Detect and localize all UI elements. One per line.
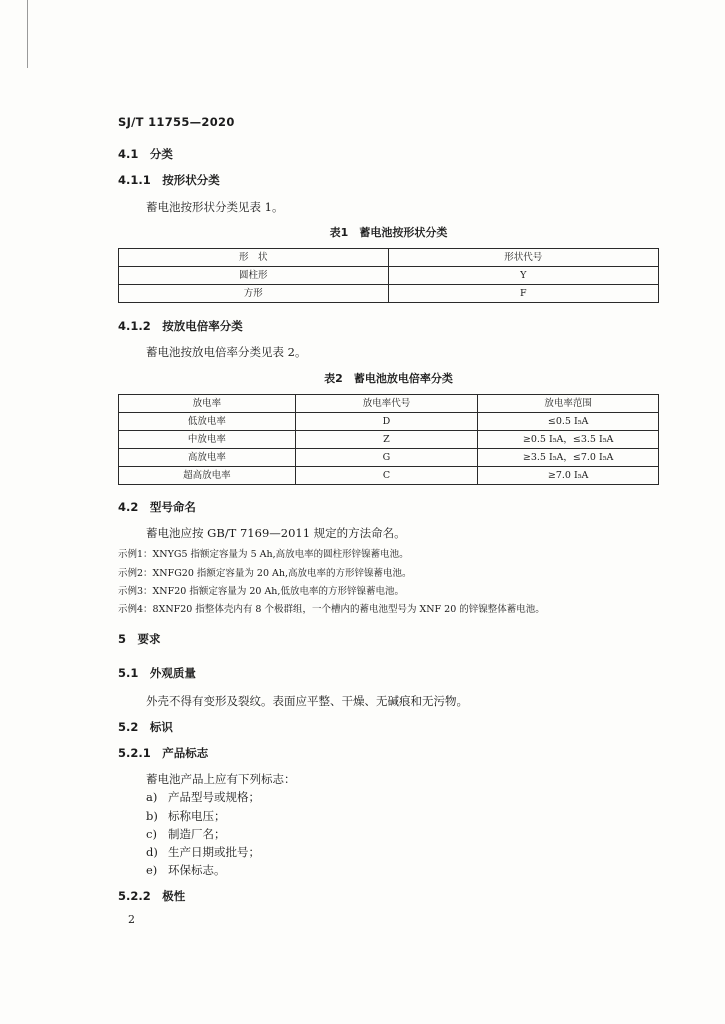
table-cell: Y [388, 267, 659, 285]
list-item [146, 844, 260, 860]
table-2-caption: 表2 蓄电池放电倍率分类 [324, 372, 453, 385]
section-5-2-1-heading: 5.2.1 产品标志 [118, 746, 209, 760]
list-index: d) [146, 845, 158, 859]
table-cell: ≥3.5 I₅A，≤7.0 I₅A [478, 449, 659, 467]
naming-paragraph: 蓄电池应按 GB/T 7169—2011 规定的方法命名。 [146, 526, 406, 540]
list-item [146, 826, 226, 842]
example-1: 示例1：XNYG5 指额定容量为 5 Ah,高放电率的圆柱形锌镍蓄电池。 [118, 549, 409, 560]
table-cell: D [295, 413, 478, 431]
standard-number-header: SJ/T 11755—2020 [118, 115, 235, 129]
table-header-cell: 放电率范围 [478, 395, 659, 413]
table-cell: 低放电率 [119, 413, 296, 431]
table-cell: C [295, 467, 478, 485]
page-number: 2 [128, 913, 135, 926]
section-5-1-heading: 5.1 外观质量 [118, 666, 196, 680]
table-cell: Z [295, 431, 478, 449]
marks-paragraph: 蓄电池产品上应有下列标志： [146, 772, 296, 786]
list-index: e) [146, 863, 158, 877]
list-text: 制造厂名； [168, 827, 226, 841]
list-item [146, 789, 260, 805]
table-header-cell: 形状代号 [388, 249, 659, 267]
shape-paragraph: 蓄电池按形状分类见表 1。 [146, 200, 284, 214]
table-cell: ≤0.5 I₅A [478, 413, 659, 431]
section-4-2-heading: 4.2 型号命名 [118, 500, 196, 514]
table-cell: F [388, 285, 659, 303]
table-row [119, 467, 659, 485]
table-cell: 中放电率 [119, 431, 296, 449]
list-item [146, 808, 226, 824]
table-1-caption: 表1 蓄电池按形状分类 [329, 226, 448, 239]
table-cell: 高放电率 [119, 449, 296, 467]
table-row [119, 285, 659, 303]
table-cell: ≥7.0 I₅A [478, 467, 659, 485]
table-row [119, 413, 659, 431]
table-header-cell: 形 状 [119, 249, 389, 267]
table-2 [118, 394, 659, 485]
example-3: 示例3：XNF20 指额定容量为 20 Ah,低放电率的方形锌镍蓄电池。 [118, 586, 404, 597]
section-4-1-heading: 4.1 分类 [118, 147, 173, 161]
table-1 [118, 248, 659, 303]
appearance-paragraph: 外壳不得有变形及裂纹。表面应平整、干燥、无碱痕和无污物。 [146, 694, 468, 708]
section-5-2-2-heading: 5.2.2 极性 [118, 889, 186, 903]
table-row [119, 431, 659, 449]
table-cell: 圆柱形 [119, 267, 389, 285]
table-row [119, 249, 659, 267]
list-item [146, 862, 226, 878]
table-row [119, 449, 659, 467]
table-cell: ≥0.5 I₅A，≤3.5 I₅A [478, 431, 659, 449]
list-index: a) [146, 790, 158, 804]
list-text: 产品型号或规格； [168, 790, 260, 804]
table-header-cell: 放电率 [119, 395, 296, 413]
example-2: 示例2：XNFG20 指额定容量为 20 Ah,高放电率的方形锌镍蓄电池。 [118, 568, 412, 579]
section-4-1-2-heading: 4.1.2 按放电倍率分类 [118, 319, 243, 333]
list-text: 生产日期或批号； [168, 845, 260, 859]
table-header-cell: 放电率代号 [295, 395, 478, 413]
list-index: b) [146, 809, 158, 823]
scan-edge-line [27, 0, 28, 68]
table-cell: 超高放电率 [119, 467, 296, 485]
section-5-2-heading: 5.2 标识 [118, 720, 173, 734]
section-4-1-1-heading: 4.1.1 按形状分类 [118, 173, 220, 187]
section-5-heading: 5 要求 [118, 632, 161, 646]
table-row [119, 395, 659, 413]
table-cell: 方形 [119, 285, 389, 303]
table-cell: G [295, 449, 478, 467]
table-row [119, 267, 659, 285]
rate-paragraph: 蓄电池按放电倍率分类见表 2。 [146, 345, 307, 359]
list-text: 标称电压； [168, 809, 226, 823]
example-4: 示例4：8XNF20 指整体壳内有 8 个极群组，一个槽内的蓄电池型号为 XNF 20 的锌镍整体蓄电池。 [118, 604, 545, 615]
list-text: 环保标志。 [168, 863, 226, 877]
list-index: c) [146, 827, 157, 841]
